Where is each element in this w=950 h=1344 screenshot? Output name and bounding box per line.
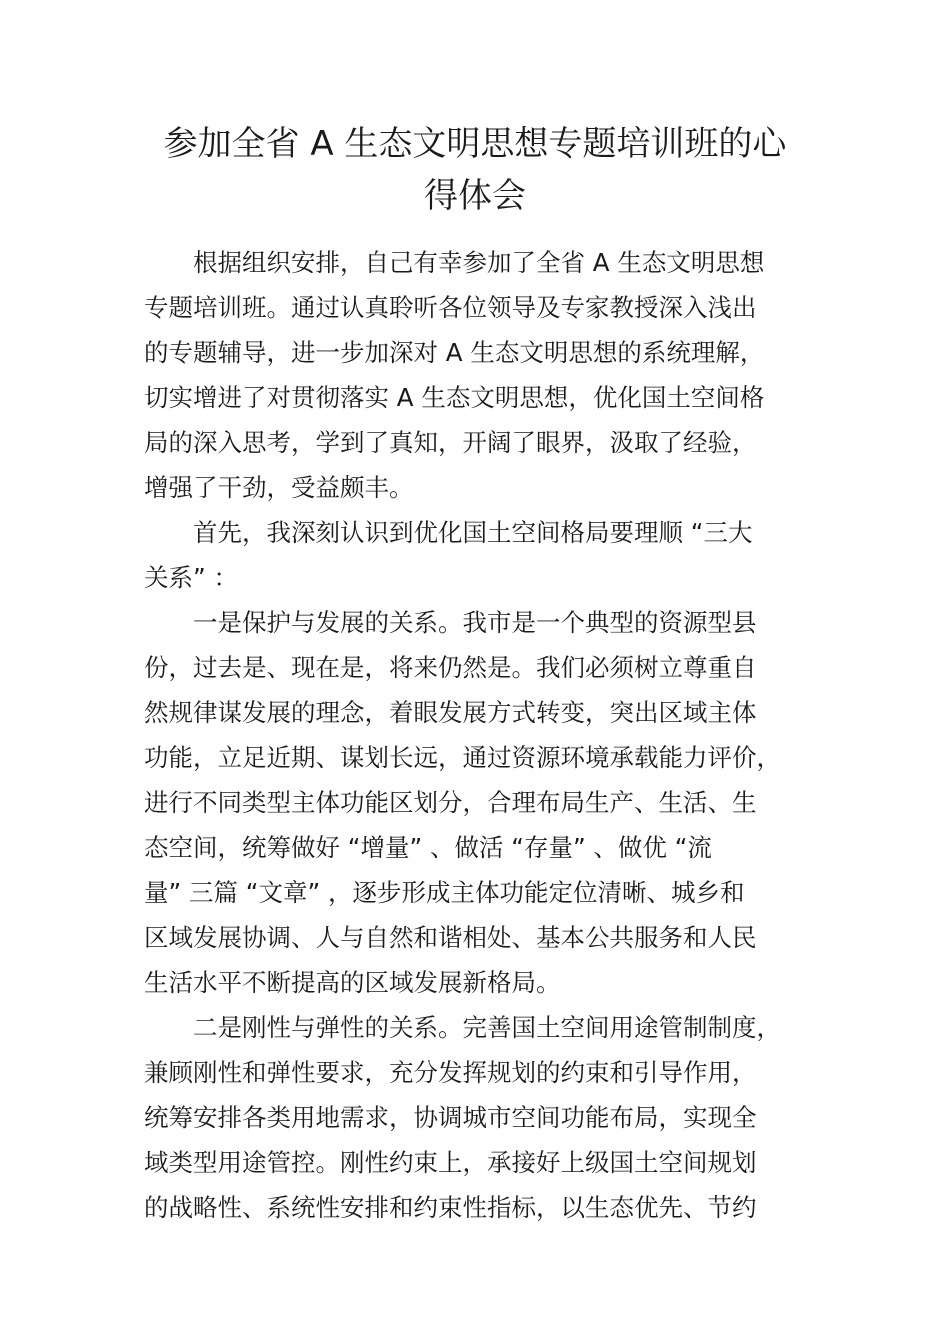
paragraph-line: 生活水平不断提高的区域发展新格局。 <box>144 968 561 997</box>
paragraph-line: 切实增进了对贯彻落实 A 生态文明思想，优化国土空间格 <box>144 383 765 412</box>
paragraph-line: 进行不同类型主体功能区划分，合理布局生产、生活、生 <box>144 788 757 817</box>
paragraph-line: 统筹安排各类用地需求，协调城市空间功能布局，实现全 <box>144 1103 757 1132</box>
document-title <box>130 118 820 222</box>
paragraph-line: 关系” ： <box>144 563 238 592</box>
paragraph-line: 根据组织安排，自己有幸参加了全省 A 生态文明思想 <box>193 248 765 277</box>
paragraph-line: 的战略性、系统性安排和约束性指标，以生态优先、节约 <box>144 1193 757 1222</box>
paragraph-line: 份，过去是、现在是，将来仍然是。我们必须树立尊重自 <box>144 653 757 682</box>
paragraph-line: 首先，我深刻认识到优化国土空间格局要理顺 “三大 <box>193 518 753 547</box>
paragraph-line: 态空间，统筹做好 “增量” 、做活 “存量” 、做优 “流 <box>144 833 712 862</box>
paragraph-line: 专题培训班。通过认真聆听各位领导及专家教授深入浅出 <box>144 293 757 322</box>
title-line-2: 得体会 <box>424 176 526 216</box>
document-body <box>144 240 806 1230</box>
paragraph-line: 功能，立足近期、谋划长远，通过资源环境承载能力评价， <box>144 743 781 772</box>
paragraph-line: 的专题辅导，进一步加深对 A 生态文明思想的系统理解， <box>144 338 765 367</box>
paragraph-line: 域类型用途管控。刚性约束上，承接好上级国土空间规划 <box>144 1148 757 1177</box>
paragraph-line: 一是保护与发展的关系。我市是一个典型的资源型县 <box>193 608 757 637</box>
paragraph-line: 然规律谋发展的理念，着眼发展方式转变，突出区域主体 <box>144 698 757 727</box>
paragraph-line: 增强了干劲，受益颇丰。 <box>144 473 414 502</box>
paragraph-line: 二是刚性与弹性的关系。完善国土空间用途管制制度， <box>193 1013 781 1042</box>
title-line-1: 参加全省 A 生态文明思想专题培训班的心 <box>163 124 787 164</box>
paragraph-line: 局的深入思考，学到了真知，开阔了眼界，汲取了经验， <box>144 428 757 457</box>
paragraph-line: 量” 三篇 “文章” ，逐步形成主体功能定位清晰、城乡和 <box>144 878 745 907</box>
paragraph-line: 区域发展协调、人与自然和谐相处、基本公共服务和人民 <box>144 923 757 952</box>
paragraph-line: 兼顾刚性和弹性要求，充分发挥规划的约束和引导作用， <box>144 1058 757 1087</box>
